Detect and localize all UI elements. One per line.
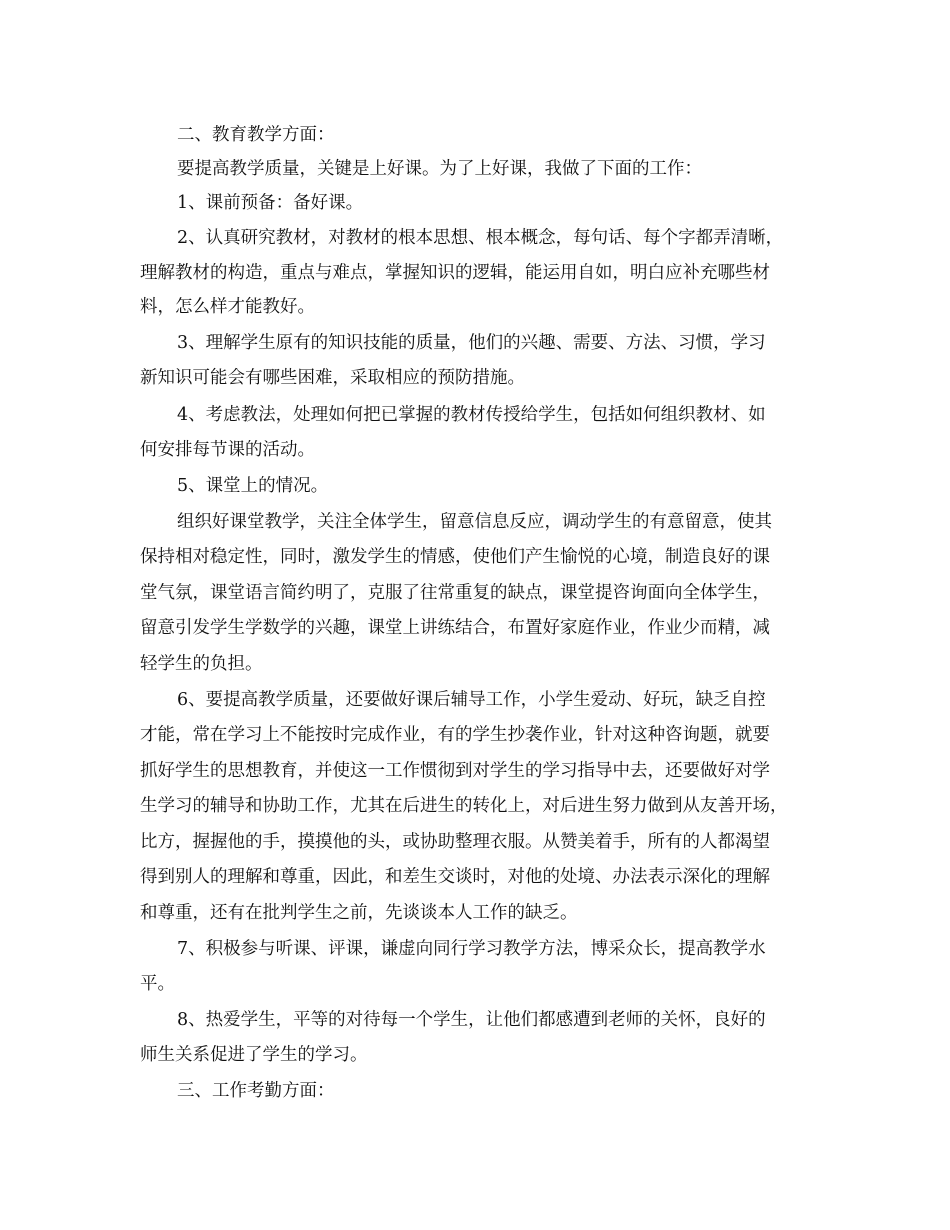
item-8-line-1: 8、热爱学生，平等的对待每一个学生，让他们都感遭到老师的关怀，良好的 bbox=[177, 1010, 766, 1030]
item-6-line-1: 6、要提高教学质量，还要做好课后辅导工作，小学生爱动、好玩，缺乏自控 bbox=[177, 690, 766, 710]
item-8-line-2: 师生关系促进了学生的学习。 bbox=[140, 1045, 368, 1065]
item-6-line-3: 抓好学生的思想教育，并使这一工作惯彻到对学生的学习指导中去，还要做好对学 bbox=[140, 761, 770, 781]
section-heading-attendance: 三、工作考勤方面： bbox=[177, 1081, 335, 1101]
item-1: 1、课前预备：备好课。 bbox=[177, 193, 364, 213]
item-7-line-1: 7、积极参与听课、评课，谦虚向同行学习教学方法，博采众长，提高教学水 bbox=[177, 939, 766, 959]
item-7-line-2: 平。 bbox=[140, 974, 175, 994]
item-3-line-2: 新知识可能会有哪些困难，采取相应的预防措施。 bbox=[140, 368, 525, 388]
classroom-paragraph-line-1: 组织好课堂教学，关注全体学生，留意信息反应，调动学生的有意留意，使其 bbox=[177, 512, 772, 532]
item-6-line-4: 生学习的辅导和协助工作，尤其在后进生的转化上，对后进生努力做到从友善开场， bbox=[140, 796, 788, 816]
item-6-line-7: 和尊重，还有在批判学生之前，先谈谈本人工作的缺乏。 bbox=[140, 903, 578, 923]
item-6-line-5: 比方，握握他的手，摸摸他的头，或协助整理衣服。从赞美着手，所有的人都渴望 bbox=[140, 832, 770, 852]
item-2-line-2: 理解教材的构造，重点与难点，掌握知识的逻辑，能运用自如，明白应补充哪些材 bbox=[140, 263, 770, 283]
paragraph-intro: 要提高教学质量，关键是上好课。为了上好课，我做了下面的工作： bbox=[177, 159, 702, 179]
classroom-paragraph-line-3: 堂气氛，课堂语言简约明了，克服了往常重复的缺点，课堂提咨询面向全体学生， bbox=[140, 583, 770, 603]
item-4-line-2: 何安排每节课的活动。 bbox=[140, 440, 315, 460]
section-heading-teaching: 二、教育教学方面： bbox=[177, 125, 335, 145]
item-5: 5、课堂上的情况。 bbox=[177, 476, 329, 496]
classroom-paragraph-line-5: 轻学生的负担。 bbox=[140, 654, 263, 674]
item-4-line-1: 4、考虑教法，处理如何把已掌握的教材传授给学生，包括如何组织教材、如 bbox=[177, 405, 766, 425]
item-2-line-1: 2、认真研究教材，对教材的根本思想、根本概念，每句话、每个字都弄清晰， bbox=[177, 228, 784, 248]
item-3-line-1: 3、理解学生原有的知识技能的质量，他们的兴趣、需要、方法、习惯，学习 bbox=[177, 333, 766, 353]
item-6-line-6: 得到别人的理解和尊重，因此，和差生交谈时，对他的处境、办法表示深化的理解 bbox=[140, 867, 770, 887]
classroom-paragraph-line-4: 留意引发学生学数学的兴趣，课堂上讲练结合，布置好家庭作业，作业少而精，减 bbox=[140, 618, 770, 638]
classroom-paragraph-line-2: 保持相对稳定性，同时，激发学生的情感，使他们产生愉悦的心境，制造良好的课 bbox=[140, 547, 770, 567]
item-2-line-3: 料，怎么样才能教好。 bbox=[140, 297, 315, 317]
item-6-line-2: 才能，常在学习上不能按时完成作业，有的学生抄袭作业，针对这种咨询题，就要 bbox=[140, 725, 770, 745]
